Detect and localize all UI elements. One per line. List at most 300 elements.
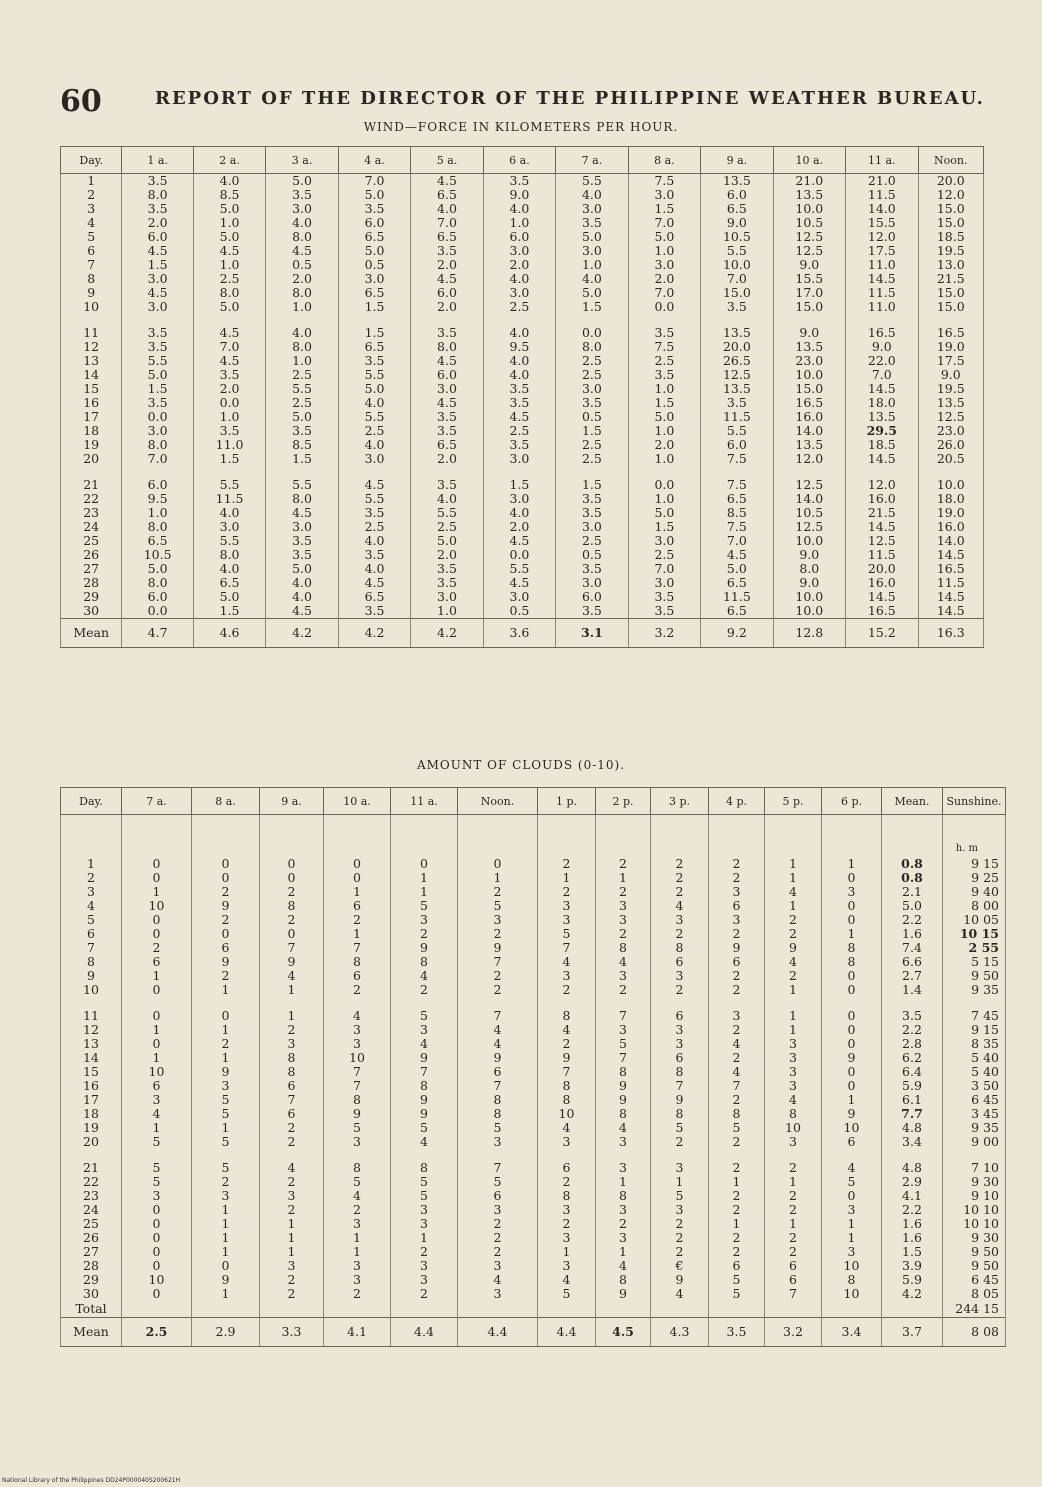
value-cell: 3.0 [556,202,628,216]
value-cell: 4.0 [193,174,265,189]
total-value [651,1301,709,1318]
value-cell: 14.5 [846,452,918,466]
day-cell: 8 [61,272,122,286]
value-cell: 5 [324,1121,391,1135]
value-cell: 2 [391,983,458,997]
value-cell: 7 [391,1065,458,1079]
value-cell: 7 [324,1079,391,1093]
day-cell: 10 [61,300,122,314]
value-cell: 2 [538,1217,596,1231]
table-row [61,983,1006,997]
value-cell: 1.6 [882,1231,943,1245]
value-cell: 4.5 [483,576,555,590]
value-cell: 2 [122,941,192,955]
value-cell: 15.0 [918,286,983,300]
value-cell: 15.5 [773,272,845,286]
value-cell: € [651,1259,709,1273]
day-cell: 20 [61,452,122,466]
mean-value: 8 08 [943,1318,1006,1347]
value-cell: 1.0 [628,452,700,466]
value-cell: 1 [122,1023,192,1037]
wind-force-table [60,146,984,648]
value-cell: 6 [765,1273,822,1287]
value-cell: 5.0 [193,300,265,314]
value-cell: 3.4 [882,1135,943,1149]
value-cell: 6 [260,1079,324,1093]
value-cell: 3.5 [411,244,483,258]
value-cell: 2.2 [882,1023,943,1037]
value-cell: 6.5 [338,230,410,244]
value-cell: 3 [765,1079,822,1093]
value-cell: 5 [122,1135,192,1149]
mean-value: 3.7 [882,1318,943,1347]
value-cell: 1.4 [882,983,943,997]
value-cell: 5 40 [943,1051,1006,1065]
value-cell: 5.0 [628,506,700,520]
value-cell: 11.5 [846,548,918,562]
value-cell: 6 [458,1189,538,1203]
value-cell: 16.5 [846,604,918,619]
value-cell: 2.8 [882,1037,943,1051]
value-cell: 3.0 [556,520,628,534]
value-cell: 0.5 [483,604,555,619]
value-cell: 8 [709,1107,765,1121]
value-cell: 7.0 [628,562,700,576]
value-cell: 2.0 [411,258,483,272]
value-cell: 17.5 [918,354,983,368]
value-cell: 4.0 [266,576,338,590]
value-cell: 1.5 [338,300,410,314]
value-cell: 7 [458,1009,538,1023]
value-cell: 1 [709,1175,765,1189]
value-cell: 2.0 [411,548,483,562]
value-cell: 1.6 [882,927,943,941]
day-cell: 29 [61,1273,122,1287]
value-cell: 3 [458,1203,538,1217]
value-cell: 1.5 [122,258,193,272]
value-cell: 7 [458,1161,538,1175]
value-cell: 5.0 [556,286,628,300]
value-cell: 3 [122,1093,192,1107]
table-row [61,534,984,548]
value-cell: 6.5 [701,576,773,590]
value-cell: 8 [822,1273,882,1287]
value-cell: 3.5 [122,396,193,410]
value-cell: 8 [458,1107,538,1121]
value-cell: 3.5 [556,396,628,410]
value-cell: 9 [192,1065,260,1079]
value-cell: 9 [596,1093,651,1107]
value-cell: 19.0 [918,340,983,354]
value-cell: 3.5 [122,326,193,340]
value-cell: 5 [596,1037,651,1051]
value-cell: 0.0 [193,396,265,410]
value-cell: 2 [260,885,324,899]
value-cell: 2.0 [411,300,483,314]
table-row [61,478,984,492]
wind-column-header: Day. [61,147,122,174]
day-cell: 5 [61,913,122,927]
value-cell: 1.0 [628,424,700,438]
value-cell: 8 [538,1093,596,1107]
value-cell: 1.5 [338,326,410,340]
total-value [122,1301,192,1318]
value-cell: 1 [651,1175,709,1189]
value-cell: 3 [651,969,709,983]
value-cell: 15.0 [773,300,845,314]
value-cell: 4.0 [266,326,338,340]
value-cell: 9 [192,955,260,969]
value-cell: 8 [765,1107,822,1121]
day-cell: 4 [61,216,122,230]
value-cell: 20.0 [846,562,918,576]
value-cell: 2 [709,983,765,997]
value-cell: 2 [765,913,822,927]
value-cell: 5.0 [338,244,410,258]
value-cell: 3.0 [122,272,193,286]
value-cell: 2 [458,1231,538,1245]
value-cell: 1 [122,969,192,983]
total-value [709,1301,765,1318]
table-row [61,1161,1006,1175]
value-cell: 5.0 [338,188,410,202]
value-cell: 4.0 [338,534,410,548]
value-cell: 5.0 [338,382,410,396]
value-cell: 4.5 [411,272,483,286]
value-cell: 8 [324,955,391,969]
value-cell: 2 [260,1273,324,1287]
value-cell: 22.0 [846,354,918,368]
value-cell: 2 [260,1287,324,1301]
footer-credit: National Library of the Philippines DD24P000040S200621H [2,1477,181,1484]
value-cell: 8.0 [556,340,628,354]
value-cell: 0.8 [882,815,943,872]
value-cell: 4.5 [266,506,338,520]
value-cell: 2.5 [266,396,338,410]
value-cell: 10.0 [773,604,845,619]
wind-column-header: 3 a. [266,147,338,174]
value-cell: 0.8 [882,871,943,885]
total-value [260,1301,324,1318]
value-cell: 7.0 [338,174,410,189]
value-cell: 4.5 [483,410,555,424]
value-cell: 6 [458,1065,538,1079]
value-cell: 3 [709,913,765,927]
value-cell: 2.0 [628,272,700,286]
value-cell: 15.0 [918,216,983,230]
value-cell: 5.0 [193,590,265,604]
value-cell: 1 [765,1009,822,1023]
sunshine-units: h. m [955,843,978,854]
value-cell: 8.0 [773,562,845,576]
value-cell: 2 [458,1245,538,1259]
value-cell: 3.0 [266,520,338,534]
value-cell: 2 [765,1245,822,1259]
wind-column-header: Noon. [918,147,983,174]
wind-column-header: 11 a. [846,147,918,174]
value-cell: 3.5 [266,548,338,562]
value-cell: 3 [260,1037,324,1051]
value-cell: 3 [538,1231,596,1245]
value-cell: 2 [709,815,765,872]
value-cell: 8.5 [193,188,265,202]
value-cell: 29.5 [846,424,918,438]
value-cell: 9 25 [943,871,1006,885]
day-cell: 24 [61,1203,122,1217]
value-cell: 3 [596,1023,651,1037]
value-cell: 23.0 [918,424,983,438]
clouds-column-header: 1 p. [538,788,596,815]
value-cell: 9 10 [943,1189,1006,1203]
value-cell: 3 [260,1189,324,1203]
value-cell: 7.5 [628,174,700,189]
value-cell: 3 [391,1023,458,1037]
value-cell: 13.5 [701,382,773,396]
day-cell: 28 [61,1259,122,1273]
value-cell: 5.0 [266,562,338,576]
value-cell: 14.0 [918,534,983,548]
value-cell: 3.5 [193,368,265,382]
table-row [61,202,984,216]
value-cell: 0 [192,927,260,941]
value-cell: 1 [765,899,822,913]
value-cell: 10 [822,1259,882,1273]
value-cell: 0 [122,1287,192,1301]
value-cell: 8 [651,941,709,955]
mean-value: 3.6 [483,619,555,648]
value-cell: 3 [458,1287,538,1301]
value-cell: 10 10 [943,1203,1006,1217]
value-cell: 3 45 [943,1107,1006,1121]
day-cell: 14 [61,368,122,382]
value-cell: 1 [765,1023,822,1037]
value-cell: 2.0 [193,382,265,396]
value-cell: 13.5 [773,340,845,354]
value-cell: 9 [192,1273,260,1287]
value-cell: 0 [122,913,192,927]
value-cell: 0 [260,815,324,872]
value-cell: 0 [822,1037,882,1051]
value-cell: 4 [538,1273,596,1287]
value-cell: 2 [324,1203,391,1217]
day-cell: 18 [61,424,122,438]
value-cell: 9 [391,1051,458,1065]
value-cell: 4 [765,1093,822,1107]
value-cell: 1 [260,1217,324,1231]
value-cell: 0 [822,1009,882,1023]
value-cell: 3.0 [628,258,700,272]
value-cell: 12.5 [846,534,918,548]
value-cell: 4.0 [411,202,483,216]
value-cell: 20.0 [918,174,983,189]
day-cell: 10 [61,983,122,997]
day-cell: 13 [61,1037,122,1051]
value-cell: 3 50 [943,1079,1006,1093]
day-cell: 18 [61,1107,122,1121]
value-cell: 2 [709,927,765,941]
value-cell: 14.5 [918,548,983,562]
value-cell: 0 [324,871,391,885]
mean-row [61,1318,1006,1347]
value-cell: 1 [538,1245,596,1259]
table-row [61,969,1006,983]
value-cell: 1.5 [882,1245,943,1259]
value-cell: 5 [324,1175,391,1189]
value-cell: 3 [596,1161,651,1175]
value-cell: 9 [822,1051,882,1065]
table-row [61,340,984,354]
value-cell: 18.0 [846,396,918,410]
value-cell: 6 [538,1161,596,1175]
value-cell: 6 [192,941,260,955]
table-row [61,354,984,368]
value-cell: 2 [709,1189,765,1203]
value-cell: 6.1 [882,1093,943,1107]
day-cell: 2 [61,871,122,885]
value-cell: 16.5 [846,326,918,340]
value-cell: 6.0 [411,368,483,382]
value-cell: 9 30 [943,1231,1006,1245]
value-cell: 1.0 [628,492,700,506]
value-cell: 3 [538,1203,596,1217]
clouds-amount-table [60,787,1006,1347]
value-cell: 23.0 [773,354,845,368]
clouds-column-header: 5 p. [765,788,822,815]
value-cell: 5 [709,1287,765,1301]
value-cell: 4 [709,1065,765,1079]
value-cell: 14.5 [846,520,918,534]
value-cell: 14.0 [773,492,845,506]
value-cell: 9 [651,1093,709,1107]
value-cell: 13.5 [701,174,773,189]
value-cell: 2.5 [411,520,483,534]
value-cell: 4.8 [882,1121,943,1135]
wind-column-header: 4 a. [338,147,410,174]
value-cell: 4.0 [483,272,555,286]
value-cell: 5.5 [483,562,555,576]
value-cell: 0.5 [338,258,410,272]
value-cell: 3 [324,1217,391,1231]
table-row [61,1093,1006,1107]
value-cell: 2 [651,1245,709,1259]
value-cell: 3.5 [122,174,193,189]
value-cell: 3.0 [411,590,483,604]
value-cell: 2 [260,1175,324,1189]
value-cell: 5 [192,1107,260,1121]
value-cell: 17.0 [773,286,845,300]
value-cell: 4.5 [122,244,193,258]
value-cell: 1 [192,1121,260,1135]
value-cell: 12.0 [846,230,918,244]
value-cell: 6 [651,1051,709,1065]
value-cell: 7.0 [411,216,483,230]
value-cell: 9 [192,899,260,913]
day-cell: 1 [61,815,122,872]
day-cell: 26 [61,548,122,562]
value-cell: 7.5 [701,452,773,466]
mean-value: 4.7 [122,619,193,648]
value-cell: 14.5 [846,382,918,396]
value-cell: 2 [765,927,822,941]
value-cell: 19.5 [918,382,983,396]
value-cell: 10.0 [701,258,773,272]
value-cell: 4.0 [266,216,338,230]
value-cell: 9 50 [943,1245,1006,1259]
value-cell: 5 [391,1121,458,1135]
value-cell: 2.5 [266,368,338,382]
value-cell: 5 [709,1121,765,1135]
day-cell: 1 [61,174,122,189]
value-cell: 20.5 [918,452,983,466]
table-row [61,899,1006,913]
value-cell: 12.5 [773,478,845,492]
value-cell: 2.0 [483,258,555,272]
value-cell: 1.0 [628,244,700,258]
value-cell: 13.5 [773,188,845,202]
value-cell: 3 [596,969,651,983]
value-cell: 2 [458,885,538,899]
value-cell: 8 05 [943,1287,1006,1301]
table-row [61,452,984,466]
value-cell: 6.5 [411,438,483,452]
value-cell: 1 [324,885,391,899]
value-cell: 0 [192,1009,260,1023]
mean-value: 3.5 [709,1318,765,1347]
value-cell: 3 [391,913,458,927]
value-cell: 0 [122,1231,192,1245]
value-cell: 3 [709,885,765,899]
value-cell: 6 [709,899,765,913]
value-cell: 4 [596,1259,651,1273]
mean-value: 3.3 [260,1318,324,1347]
value-cell: 0 [822,1079,882,1093]
table-row [61,438,984,452]
value-cell: 2.5 [628,354,700,368]
value-cell: 0 [122,871,192,885]
value-cell: 3.5 [411,478,483,492]
value-cell: 0 [822,1189,882,1203]
value-cell: 4 [538,1023,596,1037]
day-cell: 4 [61,899,122,913]
day-cell: 29 [61,590,122,604]
value-cell: 3.0 [122,300,193,314]
value-cell: 3 [122,1189,192,1203]
value-cell: 2.5 [556,534,628,548]
value-cell: 7.0 [701,272,773,286]
wind-column-header: 2 a. [193,147,265,174]
value-cell: 10.0 [773,590,845,604]
value-cell: 2 [192,913,260,927]
value-cell: 8 [260,1065,324,1079]
value-cell: 8.0 [411,340,483,354]
value-cell: 7.5 [701,520,773,534]
table-row [61,1245,1006,1259]
table-row [61,1121,1006,1135]
value-cell: 3.5 [628,326,700,340]
value-cell: 0 [458,815,538,872]
table-row [61,1175,1006,1189]
value-cell: 2 55 [943,941,1006,955]
value-cell: 3 [391,1203,458,1217]
value-cell: 1 [596,1245,651,1259]
value-cell: 1 [192,1023,260,1037]
value-cell: 0 [260,871,324,885]
value-cell: 10 05 [943,913,1006,927]
mean-value: 3.1 [556,619,628,648]
value-cell: 3 [651,1161,709,1175]
clouds-column-header: Sunshine. [943,788,1006,815]
value-cell: 5.5 [193,478,265,492]
